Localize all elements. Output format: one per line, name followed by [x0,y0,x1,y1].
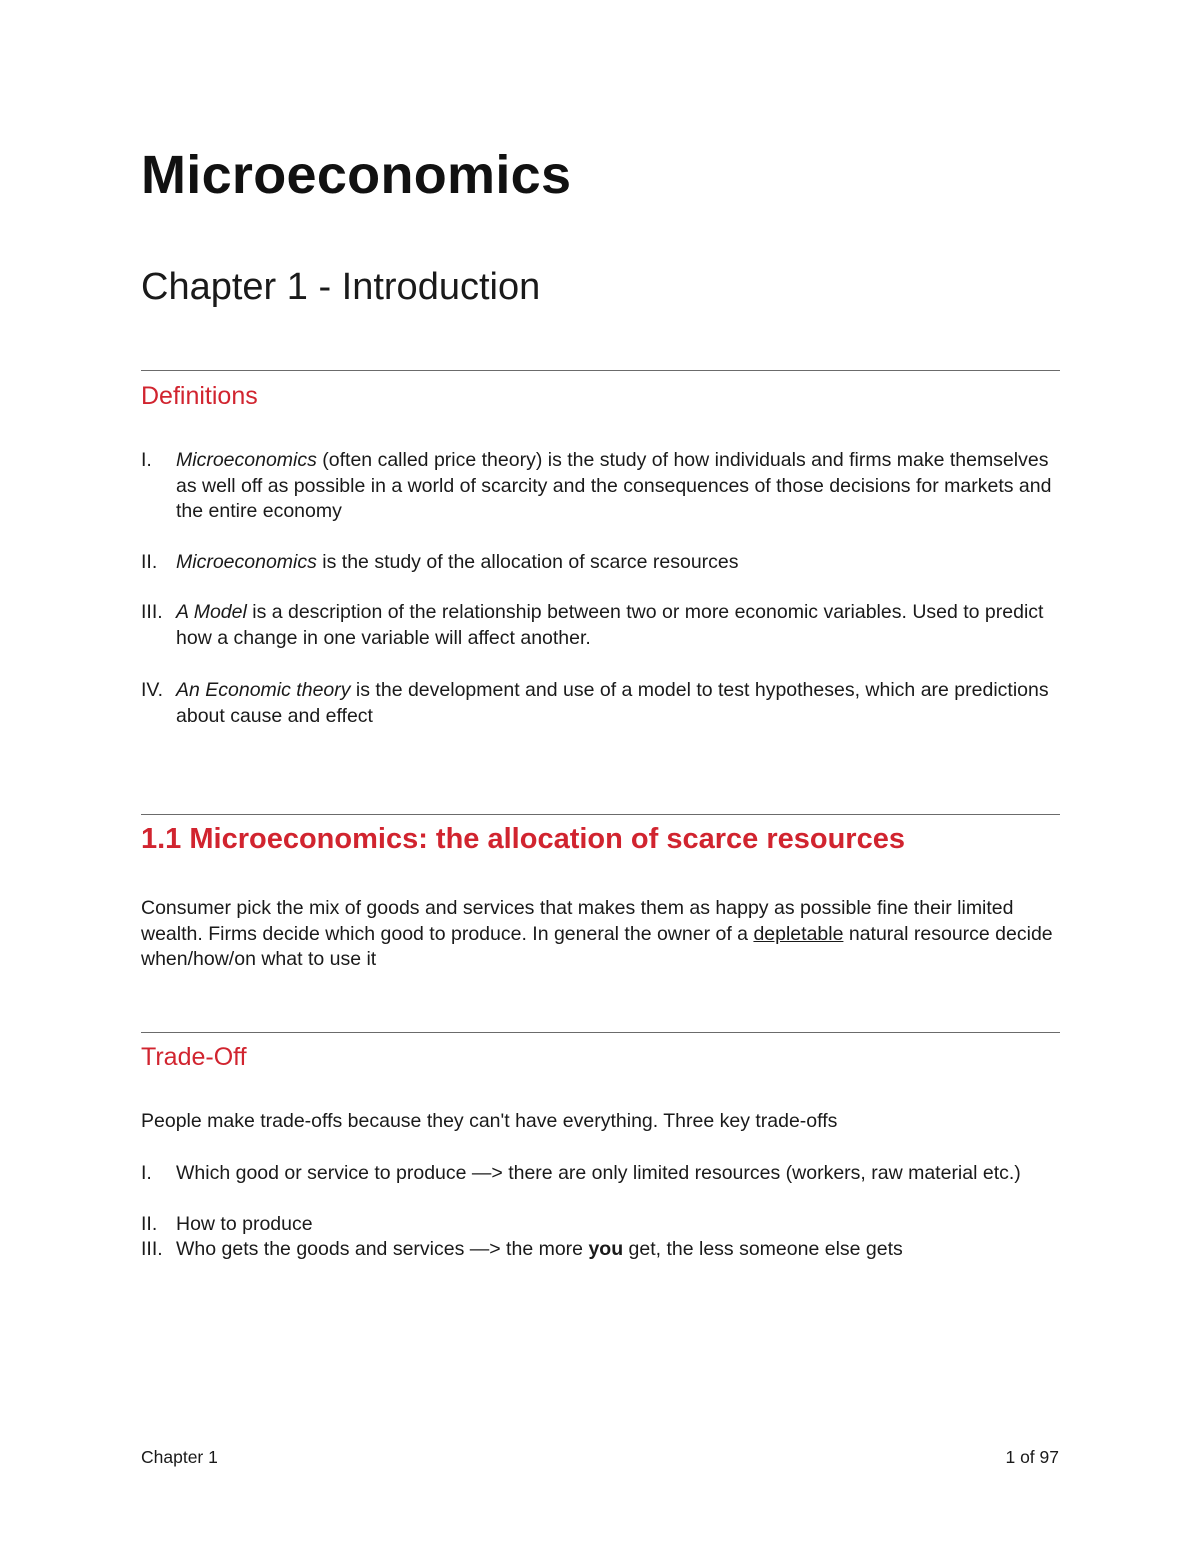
emphasis-word: you [588,1238,624,1260]
definition-term: Microeconomics [176,449,317,471]
definition-body: is the study of the allocation of scarce resources [316,551,739,573]
document-title: Microeconomics [141,145,572,205]
trade-off-item [141,1161,1060,1187]
definition-text [176,600,1060,651]
definition-item [141,550,1060,576]
chapter-title: Chapter 1 - Introduction [141,266,541,308]
definition-text [176,678,1060,729]
definition-term: An Economic theory [176,679,351,701]
definition-item [141,448,1060,525]
definition-number: I. [141,449,152,471]
trade-off-text: How to produce [176,1213,313,1235]
footer-page-number: 1 of 97 [1005,1447,1059,1467]
trade-off-number: I. [141,1162,152,1184]
definitions-heading: Definitions [141,382,258,410]
definition-term: Microeconomics [176,551,317,573]
divider-trade-off [141,1032,1060,1033]
definition-text [176,448,1060,525]
definition-number: II. [141,551,158,573]
trade-off-number: II. [141,1213,158,1235]
divider-definitions [141,370,1060,371]
definition-body: is a description of the relationship between two or more economic variables. Used to predict how a change in one variable will affect another. [176,601,1044,649]
trade-off-item [141,1212,1060,1238]
definition-item [141,600,1060,651]
definition-number: III. [141,601,163,623]
definition-body: is the development and use of a model to test hypotheses, which are predictions about cause and effect [176,679,1049,727]
definition-term: A Model [176,601,247,623]
trade-off-text: Which good or service to produce —> there are only limited resources (workers, raw material etc.) [176,1162,1021,1184]
section-1-1-paragraph [141,896,1060,973]
divider-section-1-1 [141,814,1060,815]
definition-number: IV. [141,679,164,701]
trade-off-text-part: Who gets the goods and services —> the more [176,1238,589,1260]
trade-off-text-part: get, the less someone else gets [623,1238,903,1260]
underlined-term: depletable [753,922,844,945]
definition-body: (often called price theory) is the study of how individuals and firms make themselves as well off as possible in a world of scarcity and the consequences of those decisions for markets and the entire economy [176,449,1052,522]
section-1-1-heading: 1.1 Microeconomics: the allocation of scarce resources [141,823,905,855]
trade-off-number: III. [141,1238,163,1260]
trade-off-text [176,1237,1060,1263]
definition-text [176,550,1060,576]
footer-chapter: Chapter 1 [141,1447,218,1467]
trade-off-intro: People make trade-offs because they can't have everything. Three key trade-offs [141,1110,838,1132]
paragraph-text: Consumer pick the mix of goods and services that makes them as happy as possible fine their limited wealth. Firms decide which good to produce. In general the owner of a [141,897,1014,945]
trade-off-heading: Trade-Off [141,1043,247,1071]
trade-off-item [141,1237,1060,1263]
definition-item [141,678,1060,729]
paragraph-text: natural resource decide when/how/on what to use it [141,922,1053,970]
